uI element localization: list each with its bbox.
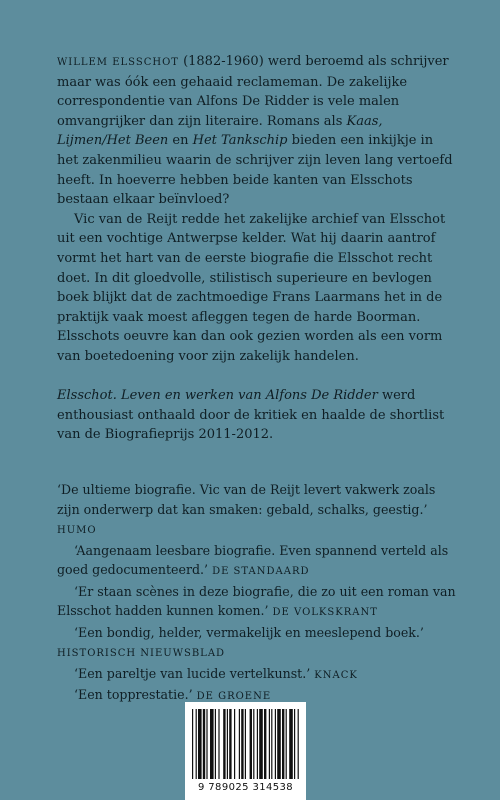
barcode-bar: [241, 709, 243, 779]
isbn-number: 9 789025 314538: [197, 782, 294, 793]
quote: ‘De ultieme biografie. Vic van de Reijt levert vakwerk zoals zijn onderwerp dat kan smaken: gebald, schalks, geestig.’ HUMO: [57, 482, 436, 536]
barcode-bar: [196, 709, 197, 779]
quote: ‘Er staan scènes in deze biografie, die zo uit een roman van Elsschot hadden kunnen komen.’ DE VOLKSKRANT: [57, 583, 456, 618]
barcode-bar: [206, 709, 207, 779]
press-quotes: [57, 480, 457, 707]
barcode-bar: [294, 709, 295, 779]
barcode-bar: [218, 709, 219, 779]
barcode: [185, 702, 306, 800]
quote-source: HISTORISCH NIEUWSBLAD: [57, 648, 226, 659]
barcode-bar: [253, 709, 254, 779]
barcode-bar: [234, 709, 235, 779]
barcode-bar: [257, 709, 258, 779]
book-title: Kaas, Lijmen/Het Been: [57, 113, 383, 149]
quote: ‘Een topprestatie.’ DE GROENE: [74, 687, 272, 702]
quote-source: DE STANDAARD: [212, 566, 310, 577]
barcode-bar: [210, 709, 214, 779]
barcode-bar: [192, 709, 193, 779]
book-title: Het Tankschip: [192, 133, 288, 149]
barcode-bar: [282, 709, 284, 779]
barcode-bar: [271, 709, 272, 779]
biography-title: Elsschot. Leven en werken van Alfons De Ridder: [57, 388, 378, 403]
barcode-bar: [227, 709, 228, 779]
barcode-bar: [269, 709, 270, 779]
barcode-bar: [277, 709, 281, 779]
blurb-paragraph-1: WILLEM ELSSCHOT (1882-1960) werd beroemd als schrijver maar was óók een gehaaid reclameman. De zakelijke correspondentie van Alfons De Ridder is vele malen omvangrijker dan zijn literaire. Romans als Kaas, Lijmen/Het Been en Het Tankschip bieden een inkijkje in het zakenmilieu waarin de schrijver zijn leven lang vertoefd heeft. In hoeverre hebben beide kanten van Elsschots bestaan elkaar beïnvloed?: [57, 54, 453, 208]
barcode-bar: [289, 709, 293, 779]
barcode-bar: [215, 709, 216, 779]
quote-source: DE GROENE: [196, 691, 272, 702]
quote-source: KNACK: [314, 669, 358, 681]
quote-source: HUMO: [57, 525, 97, 536]
barcode-bar: [250, 709, 252, 779]
barcode-bar: [286, 709, 287, 779]
quote: ‘Een bondig, helder, vermakelijk en meeslepend boek.’ HISTORISCH NIEUWSBLAD: [57, 624, 424, 659]
barcode-bar: [298, 709, 299, 779]
barcode-bar: [229, 709, 231, 779]
barcode-bar: [275, 709, 276, 779]
quote: ‘Aangenaam leesbare biografie. Even spannend verteld als goed gedocumenteerd.’ DE STANDAARD: [57, 542, 449, 577]
barcode-bar: [264, 709, 266, 779]
blurb-paragraph-2: Vic van de Reijt redde het zakelijke archief van Elsschot uit een vochtige Antwerpse kelder. Wat hij daarin aantrof vormt het hart van de eerste biografie die Elsschot recht doet. In dit gloedvolle, stilistisch superieure en bevlogen boek blijkt dat de zachtmoedige Frans Laarmans het in de praktijk vaak moest afleggen tegen de harde Boorman. Elsschots oeuvre kan dan ook gezien worden als een vorm van boetedoening voor zijn zakelijk handelen.: [57, 211, 446, 364]
barcode-bar: [239, 709, 240, 779]
barcode-bar: [198, 709, 202, 779]
barcode-bar: [245, 709, 246, 779]
quote-source: DE VOLKSKRANT: [272, 607, 378, 618]
barcode-bar: [223, 709, 225, 779]
blurb: [57, 52, 457, 367]
prize-note: Elsschot. Leven en werken van Alfons De Ridder werd enthousiast onthaald door de kritiek en haalde de shortlist van de Biografieprijs 2011-2012.: [57, 388, 445, 443]
barcode-bars: [192, 709, 299, 779]
quote: ‘Een pareltje van lucide vertelkunst.’ KNACK: [74, 665, 358, 681]
barcode-bar: [259, 709, 263, 779]
author-name: WILLEM ELSSCHOT: [57, 57, 179, 68]
barcode-bar: [203, 709, 205, 779]
